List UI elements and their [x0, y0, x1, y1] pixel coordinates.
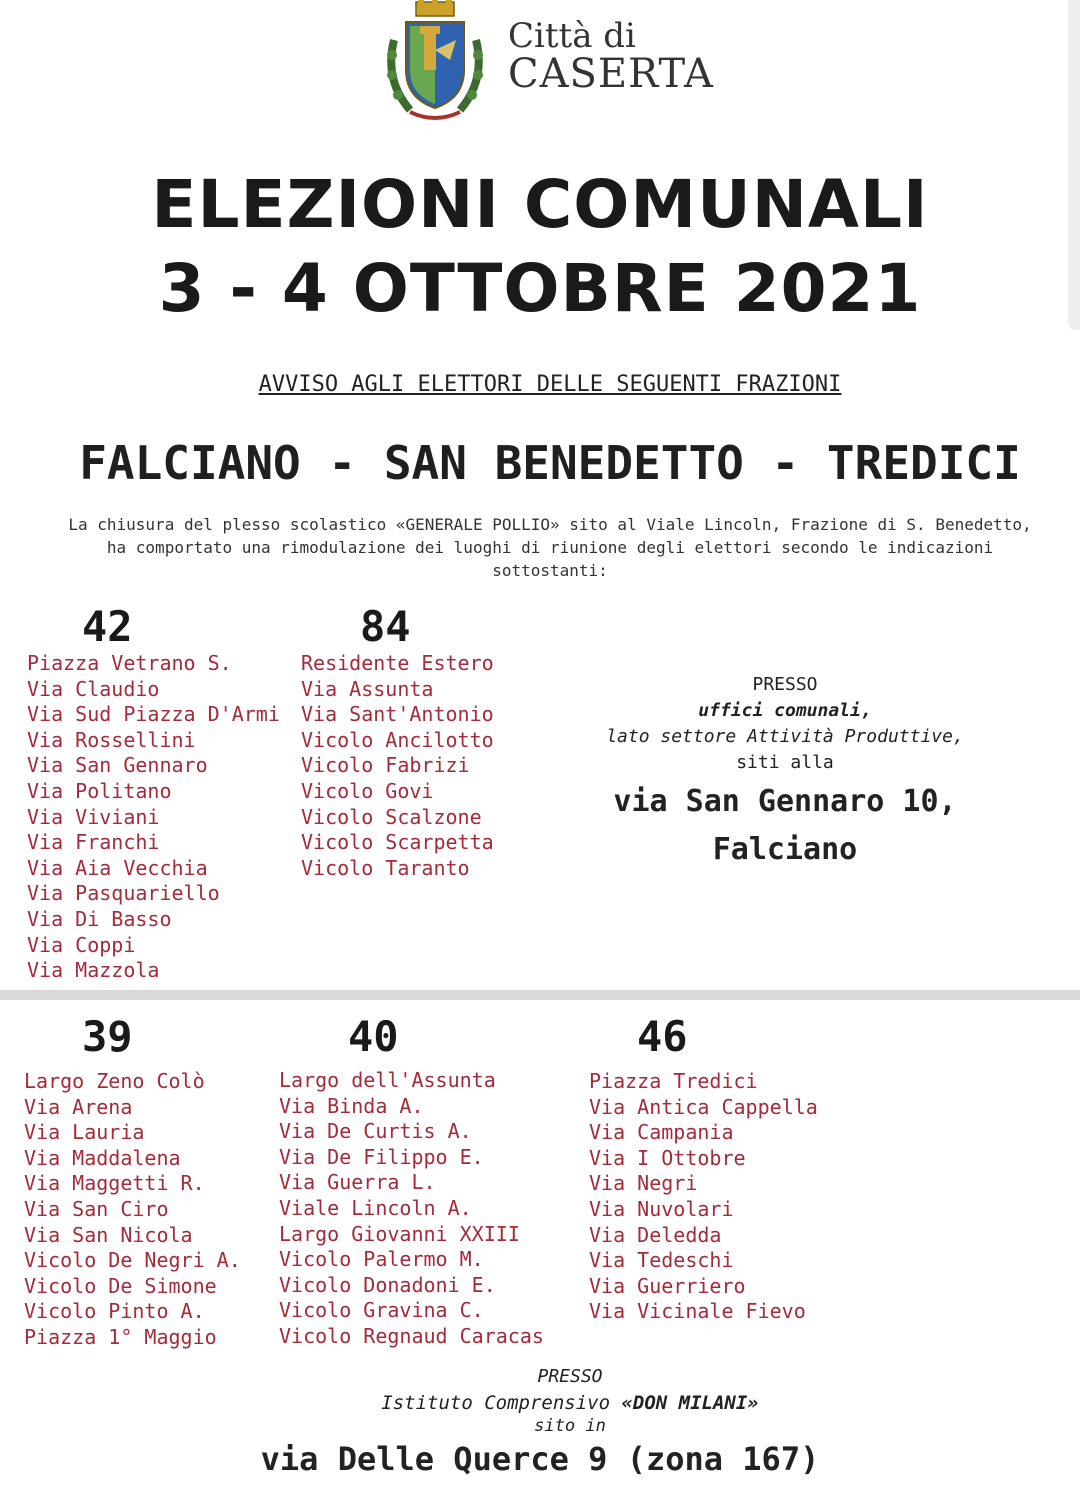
street-item: Via De Filippo E.: [279, 1144, 484, 1169]
street-item: Via San Gennaro: [27, 753, 208, 778]
street-item: Largo Giovanni XXIII: [279, 1221, 520, 1246]
intro-line: ha comportato una rimodulazione dei luoghi di riunione degli elettori secondo le indicazioni: [106, 538, 994, 557]
sito-label: sito in: [534, 1416, 606, 1436]
street-item: Via De Curtis A.: [279, 1119, 472, 1144]
city-prefix: Città di: [508, 16, 636, 56]
street-item: Via Maddalena: [24, 1145, 181, 1170]
street-item: Via Tedeschi: [589, 1248, 734, 1273]
city-name: CASERTA: [508, 51, 714, 97]
election-date: 3 - 4 OTTOBRE 2021: [158, 250, 922, 327]
street-item: Vicolo Gravina C.: [279, 1298, 484, 1323]
street-list-40: [279, 1068, 544, 1350]
street-item: Via Sant'Antonio: [301, 702, 494, 727]
street-item: Residente Estero: [301, 651, 494, 675]
location-line: siti alla: [736, 752, 834, 773]
section-number-84: 84: [360, 602, 411, 651]
districts-heading: FALCIANO - SAN BENEDETTO - TREDICI: [79, 436, 1021, 490]
institute-prefix: Istituto Comprensivo: [381, 1392, 622, 1414]
street-list-84: [301, 651, 494, 881]
street-item: Vicolo Regnaud Caracas: [279, 1323, 544, 1348]
street-item: Via Campania: [589, 1120, 734, 1145]
street-item: Via San Ciro: [24, 1196, 169, 1221]
street-item: Largo Zeno Colò: [24, 1069, 205, 1093]
street-item: Largo dell'Assunta: [279, 1068, 496, 1092]
location-line: uffici comunali,: [698, 700, 872, 721]
intro-line: La chiusura del plesso scolastico «GENERALE POLLIO» sito al Viale Lincoln, Frazione di S. Benedetto,: [68, 515, 1032, 534]
street-item: Vicolo Pinto A.: [24, 1299, 205, 1324]
section-number-40: 40: [348, 1012, 399, 1061]
street-item: Via Antica Cappella: [589, 1094, 818, 1119]
street-item: Via Assunta: [301, 676, 434, 701]
street-item: Via Negri: [589, 1171, 698, 1196]
street-item: Viale Lincoln A.: [279, 1195, 472, 1220]
institute-name: [0, 1392, 1080, 1414]
intro-text: [20, 513, 1080, 582]
street-item: Vicolo Donadoni E.: [279, 1272, 496, 1297]
location-line: lato settore Attività Produttive,: [606, 726, 964, 747]
coat-of-arms-icon: [380, 0, 490, 128]
street-item: Via Guerriero: [589, 1273, 746, 1298]
street-item: Via San Nicola: [24, 1222, 193, 1247]
street-item: Via Sud Piazza D'Armi: [27, 702, 280, 727]
street-item: Via Viviani: [27, 804, 160, 829]
page-title: ELEZIONI COMUNALI: [151, 166, 929, 243]
street-list-46: [589, 1069, 818, 1325]
street-item: Via Claudio: [27, 676, 160, 701]
location-address: Falciano: [712, 832, 858, 867]
street-item: Via Aia Vecchia: [27, 855, 208, 880]
street-item: Via Coppi: [27, 932, 136, 957]
street-item: Vicolo De Negri A.: [24, 1248, 241, 1273]
presso-label: PRESSO: [537, 1366, 603, 1387]
location-address: via Delle Querce 9 (zona 167): [260, 1440, 820, 1478]
street-item: Via Deledda: [589, 1222, 722, 1247]
street-item: Via Maggetti R.: [24, 1171, 205, 1196]
street-list-42: [27, 651, 280, 984]
street-item: Vicolo Fabrizi: [301, 753, 470, 778]
street-list-39: [24, 1069, 241, 1351]
street-item: Vicolo De Simone: [24, 1273, 217, 1298]
street-item: Piazza 1° Maggio: [24, 1324, 217, 1349]
street-item: Via Lauria: [24, 1120, 145, 1145]
street-item: Via Arena: [24, 1094, 133, 1119]
street-item: Via Di Basso: [27, 906, 172, 931]
street-item: Via Pasquariello: [27, 881, 220, 906]
street-item: Piazza Vetrano S.: [27, 651, 232, 675]
institute-title: «DON MILANI»: [621, 1392, 759, 1414]
street-item: Via Guerra L.: [279, 1170, 436, 1195]
intro-line: sottostanti:: [492, 561, 608, 580]
street-item: Via Rossellini: [27, 727, 196, 752]
polling-location-falciano: [560, 672, 1010, 872]
street-item: Via Mazzola: [27, 958, 160, 983]
street-item: Vicolo Scalzone: [301, 804, 482, 829]
street-item: Vicolo Ancilotto: [301, 727, 494, 752]
street-item: Vicolo Scarpetta: [301, 830, 494, 855]
location-address: via San Gennaro 10,: [613, 784, 957, 819]
street-item: Via Binda A.: [279, 1093, 424, 1118]
section-number-39: 39: [82, 1012, 133, 1061]
street-item: Vicolo Palermo M.: [279, 1247, 484, 1272]
street-item: Via Vicinale Fievo: [589, 1299, 806, 1324]
street-item: Vicolo Taranto: [301, 855, 470, 880]
city-header: [380, 0, 740, 130]
section-divider: [0, 990, 1080, 1000]
section-number-42: 42: [82, 602, 133, 651]
notice-heading: AVVISO AGLI ELETTORI DELLE SEGUENTI FRAZIONI: [258, 372, 842, 397]
presso-label: PRESSO: [752, 674, 818, 695]
street-item: Via I Ottobre: [589, 1145, 746, 1170]
street-item: Via Franchi: [27, 830, 160, 855]
street-item: Via Nuvolari: [589, 1196, 734, 1221]
section-number-46: 46: [637, 1012, 688, 1061]
street-item: Via Politano: [27, 778, 172, 803]
street-item: Piazza Tredici: [589, 1069, 758, 1093]
street-item: Vicolo Govi: [301, 778, 434, 803]
